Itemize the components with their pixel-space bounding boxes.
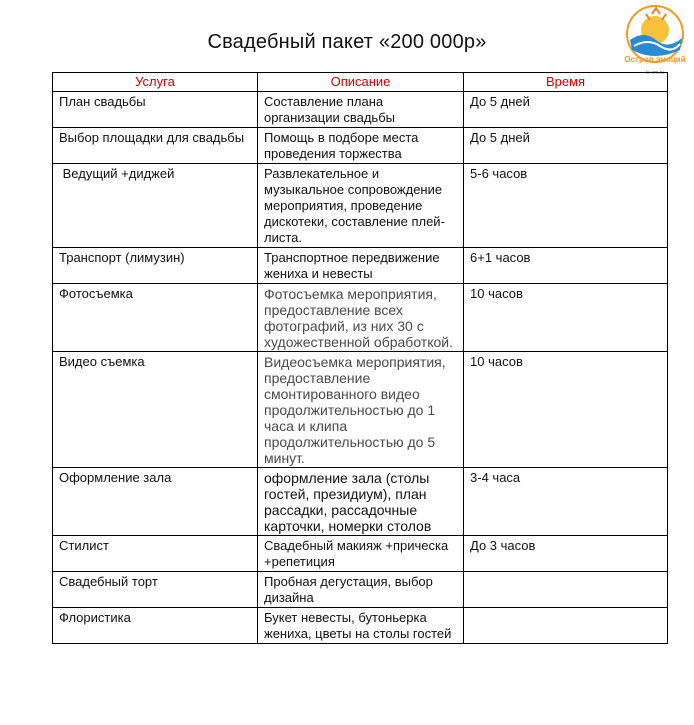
cell-description: Транспортное передвижение жениха и невесты <box>258 248 464 284</box>
cell-description: Пробная дегустация, выбор дизайна <box>258 572 464 608</box>
cell-service: Флористика <box>53 608 258 644</box>
package-table <box>52 72 668 644</box>
cell-time: До 5 дней <box>464 128 668 164</box>
header-description: Описание <box>258 73 464 92</box>
header-service: Услуга <box>53 73 258 92</box>
cell-time: 3-4 часа <box>464 468 668 536</box>
page-title: Свадебный пакет «200 000р» <box>207 31 487 53</box>
cell-time <box>464 608 668 644</box>
table-row <box>53 164 668 248</box>
cell-description: Букет невесты, бутоньерка жениха, цветы на столы гостей <box>258 608 464 644</box>
logo-icon <box>616 0 694 80</box>
table-row <box>53 608 668 644</box>
cell-time: 6+1 часов <box>464 248 668 284</box>
cell-time: До 5 дней <box>464 92 668 128</box>
cell-service: Видео съемка <box>53 352 258 468</box>
cell-description: Составление плана организации свадьбы <box>258 92 464 128</box>
cell-time: До 3 часов <box>464 536 668 572</box>
cell-description: Развлекательное и музыкальное сопровождение мероприятия, проведение дискотеки, составление плей-листа. <box>258 164 464 248</box>
cell-time: 10 часов <box>464 352 668 468</box>
cell-time: 10 часов <box>464 284 668 352</box>
table-row <box>53 572 668 608</box>
table-row <box>53 284 668 352</box>
cell-description: Помощь в подборе места проведения торжества <box>258 128 464 164</box>
table-row <box>53 536 668 572</box>
logo-site: is-em.ru <box>645 70 665 76</box>
cell-time <box>464 572 668 608</box>
table-row <box>53 468 668 536</box>
table-row <box>53 128 668 164</box>
cell-service: Оформление зала <box>53 468 258 536</box>
cell-service: Фотосъемка <box>53 284 258 352</box>
cell-service: План свадьбы <box>53 92 258 128</box>
cell-service: Выбор площадки для свадьбы <box>53 128 258 164</box>
cell-time: 5-6 часов <box>464 164 668 248</box>
cell-service: Транспорт (лимузин) <box>53 248 258 284</box>
cell-description: Фотосъемка мероприятия, предоставление всех фотографий, из них 30 с художественной обработкой. <box>258 284 464 352</box>
header-time: Время <box>464 73 668 92</box>
cell-description: оформление зала (столы гостей, президиум), план рассадки, рассадочные карточки, номерки столов <box>258 468 464 536</box>
table-row <box>53 352 668 468</box>
table-row <box>53 248 668 284</box>
cell-service: Свадебный торт <box>53 572 258 608</box>
table-header-row <box>53 73 668 92</box>
cell-service: Ведущий +диджей <box>53 164 258 248</box>
logo-name: Остров эмоций <box>624 55 686 64</box>
table-row <box>53 92 668 128</box>
cell-service: Стилист <box>53 536 258 572</box>
cell-description: Свадебный макияж +прическа +репетиция <box>258 536 464 572</box>
cell-description: Видеосъемка мероприятия, предоставление смонтированного видео продолжительностью до 1 часа и клипа продолжительностью до 5 минут. <box>258 352 464 468</box>
